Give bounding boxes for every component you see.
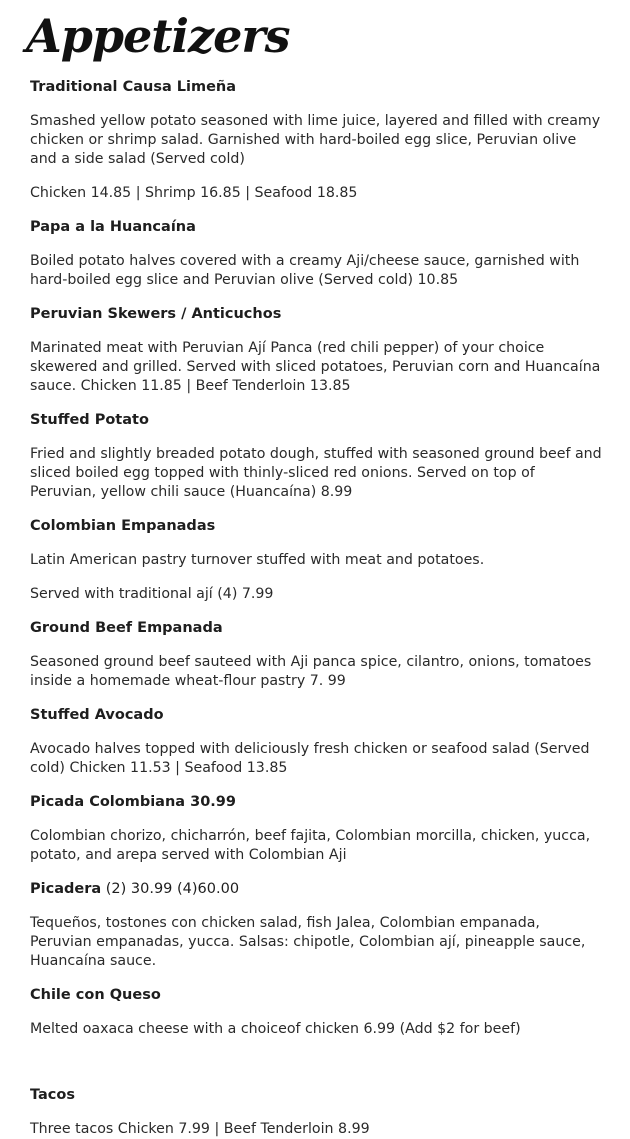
item-description: Boiled potato halves covered with a creamy Aji/cheese sauce, garnished with hard-boiled egg slice and Peruvian olive (Served cold) 10.85 bbox=[30, 253, 580, 288]
item-description: Three tacos Chicken 7.99 | Beef Tenderloin 8.99 bbox=[30, 1121, 370, 1137]
item-title: Peruvian Skewers / Anticuchos bbox=[30, 306, 282, 322]
item-title: Chile con Queso bbox=[30, 987, 161, 1003]
item-title: Ground Beef Empanada bbox=[30, 620, 223, 636]
item-title: Stuffed Potato bbox=[30, 412, 149, 428]
item-description: Seasoned ground beef sauteed with Aji panca spice, cilantro, onions, tomatoes inside a homemade wheat-flour pastry 7. 99 bbox=[30, 654, 592, 689]
item-title: Traditional Causa Limeña bbox=[30, 79, 237, 95]
item-description: Marinated meat with Peruvian Ají Panca (red chili pepper) of your choice skewered and grilled. Served with sliced potatoes, Peruvian corn and Huancaína sauce. Chicken 11.85 | Beef Tenderloin 13.85 bbox=[30, 340, 601, 394]
item-prices: Served with traditional ají (4) 7.99 bbox=[30, 586, 274, 602]
item-title: Stuffed Avocado bbox=[30, 707, 164, 723]
item-title-name: Picadera bbox=[30, 881, 102, 897]
item-description: Colombian chorizo, chicharrón, beef fajita, Colombian morcilla, chicken, yucca, potato, and arepa served with Colombian Aji bbox=[30, 828, 591, 863]
item-title bbox=[30, 880, 605, 899]
menu-page bbox=[26, 0, 605, 1139]
item-description: Avocado halves topped with deliciously fresh chicken or seafood salad (Served cold) Chicken 11.53 | Seafood 13.85 bbox=[30, 741, 590, 776]
item-description: Latin American pastry turnover stuffed with meat and potatoes. bbox=[30, 552, 485, 568]
section-heading: Appetizers bbox=[26, 9, 290, 63]
item-description: Smashed yellow potato seasoned with lime juice, layered and filled with creamy chicken or shrimp salad. Garnished with hard-boiled egg slice, Peruvian olive and a side salad (Served cold) bbox=[30, 113, 601, 167]
item-prices: Chicken 14.85 | Shrimp 16.85 | Seafood 18.85 bbox=[30, 185, 358, 201]
item-title-prices: (2) 30.99 (4)60.00 bbox=[101, 881, 240, 897]
item-description: Fried and slightly breaded potato dough, stuffed with seasoned ground beef and sliced boiled egg topped with thinly-sliced red onions. Served on top of Peruvian, yellow chili sauce (Huancaína) 8.99 bbox=[30, 446, 602, 500]
item-description: Melted oaxaca cheese with a choiceof chicken 6.99 (Add $2 for beef) bbox=[30, 1021, 521, 1037]
item-title: Colombian Empanadas bbox=[30, 518, 216, 534]
item-title: Picada Colombiana 30.99 bbox=[30, 794, 236, 810]
item-title: Papa a la Huancaína bbox=[30, 219, 196, 235]
item-description: Tequeños, tostones con chicken salad, fish Jalea, Colombian empanada, Peruvian empanadas, yucca. Salsas: chipotle, Colombian ají, pineapple sauce, Huancaína sauce. bbox=[30, 915, 586, 969]
item-title: Tacos bbox=[30, 1087, 75, 1103]
